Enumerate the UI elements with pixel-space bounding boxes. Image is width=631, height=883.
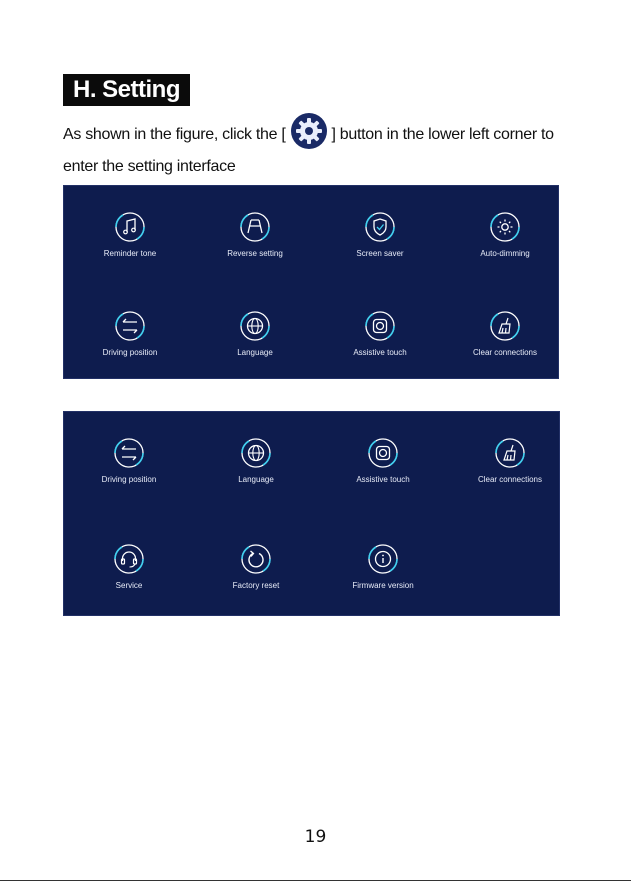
globe-icon bbox=[239, 436, 273, 470]
setting-assistive-touch[interactable]: Assistive touch bbox=[318, 309, 442, 357]
page-number: 19 bbox=[304, 827, 327, 847]
broom-icon bbox=[493, 436, 527, 470]
setting-reverse-setting[interactable]: Reverse setting bbox=[193, 210, 317, 258]
footer-divider bbox=[0, 880, 631, 881]
setting-driving-position[interactable]: Driving position bbox=[68, 309, 192, 357]
settings-screenshot-1 bbox=[63, 185, 559, 379]
headset-icon bbox=[112, 542, 146, 576]
setting-factory-reset[interactable]: Factory reset bbox=[194, 542, 318, 590]
setting-clear-connections[interactable]: Clear connections bbox=[443, 309, 567, 357]
swap-arrows-icon bbox=[113, 309, 147, 343]
assistive-touch-icon bbox=[363, 309, 397, 343]
shield-icon bbox=[363, 210, 397, 244]
instruction-text bbox=[63, 116, 583, 179]
info-icon bbox=[366, 542, 400, 576]
gear-icon bbox=[290, 112, 328, 150]
broom-icon bbox=[488, 309, 522, 343]
assistive-touch-icon bbox=[366, 436, 400, 470]
music-note-icon bbox=[113, 210, 147, 244]
setting-service[interactable]: Service bbox=[67, 542, 191, 590]
instruction-after: ] button in the lower left corner to enter the setting interface bbox=[63, 126, 554, 175]
setting-auto-dimming[interactable]: Auto-dimming bbox=[443, 210, 567, 258]
setting-assistive-touch[interactable]: Assistive touch bbox=[321, 436, 445, 484]
swap-arrows-icon bbox=[112, 436, 146, 470]
setting-language[interactable]: Language bbox=[194, 436, 318, 484]
globe-icon bbox=[238, 309, 272, 343]
setting-firmware-version[interactable]: Firmware version bbox=[321, 542, 445, 590]
setting-clear-connections[interactable]: Clear connections bbox=[448, 436, 572, 484]
section-heading: H. Setting bbox=[63, 74, 190, 106]
settings-screenshot-2 bbox=[63, 411, 560, 616]
reverse-icon bbox=[238, 210, 272, 244]
reset-icon bbox=[239, 542, 273, 576]
instruction-before: As shown in the figure, click the [ bbox=[63, 126, 286, 144]
setting-reminder-tone[interactable]: Reminder tone bbox=[68, 210, 192, 258]
setting-language[interactable]: Language bbox=[193, 309, 317, 357]
brightness-icon bbox=[488, 210, 522, 244]
setting-driving-position[interactable]: Driving position bbox=[67, 436, 191, 484]
setting-screen-saver[interactable]: Screen saver bbox=[318, 210, 442, 258]
